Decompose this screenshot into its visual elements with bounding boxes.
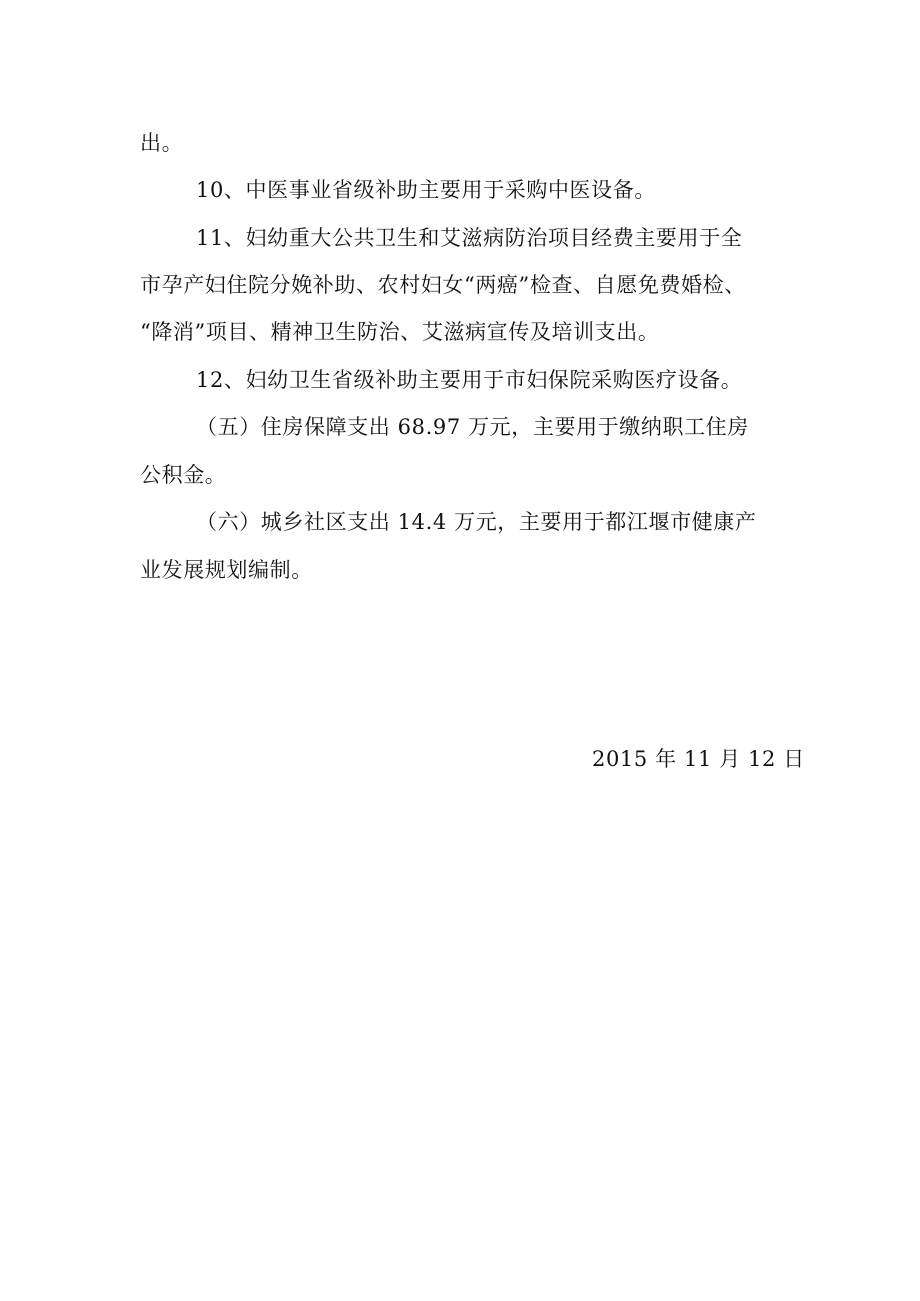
paragraph-line-8: 公积金。: [140, 463, 227, 487]
paragraph-line-3: 11、妇幼重大公共卫生和艾滋病防治项目经费主要用于全: [196, 226, 743, 250]
paragraph-line-9: （六）城乡社区支出 14.4 万元，主要用于都江堰市健康产: [196, 510, 757, 534]
paragraph-line-5: “降消”项目、精神卫生防治、艾滋病宣传及培训支出。: [140, 320, 660, 344]
paragraph-line-2: 10、中医事业省级补助主要用于采购中医设备。: [196, 178, 656, 202]
paragraph-line-4: 市孕产妇住院分娩补助、农村妇女“两癌”检查、自愿免费婚检、: [140, 273, 746, 297]
paragraph-line-6: 12、妇幼卫生省级补助主要用于市妇保院采购医疗设备。: [196, 368, 743, 392]
paragraph-line-1: 出。: [140, 131, 184, 155]
paragraph-line-7: （五）住房保障支出 68.97 万元，主要用于缴纳职工住房: [196, 415, 749, 439]
paragraph-line-10: 业发展规划编制。: [140, 558, 313, 582]
document-date: 2015 年 11 月 12 日: [592, 747, 805, 771]
